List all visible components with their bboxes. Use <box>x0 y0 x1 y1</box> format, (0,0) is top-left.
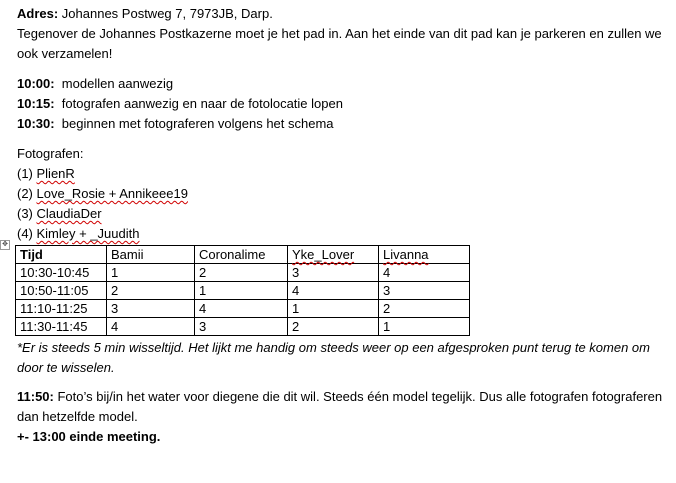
photographer-item <box>17 224 667 244</box>
table-cell: 1 <box>379 318 470 336</box>
closing-item <box>17 427 667 447</box>
table-header-cell: Livanna <box>379 246 470 264</box>
closing-text: Foto’s bij/in het water voor diegene die dit wil. Steeds één model tegelijk. Dus alle fotografen fotograferen dan hetzelfde model. <box>17 389 663 424</box>
closing-item <box>17 387 667 427</box>
photographer-item <box>17 164 667 184</box>
table-cell: 3 <box>379 282 470 300</box>
address-value: Johannes Postweg 7, 7973JB, Darp. <box>58 6 273 21</box>
switch-time-note: *Er is steeds 5 min wisseltijd. Het lijkt me handig om steeds weer op een afgesproken punt terug te komen om door te wisselen. <box>17 340 650 375</box>
table-header-cell: Tijd <box>16 246 107 264</box>
timeline-time: 10:15: <box>17 96 55 111</box>
table-cell: 1 <box>107 264 195 282</box>
table-cell: 3 <box>195 318 288 336</box>
table-cell: 10:50-11:05 <box>16 282 107 300</box>
timeline-item <box>17 74 667 94</box>
timeline-item <box>17 94 667 114</box>
table-header-row <box>16 246 470 264</box>
table-cell: 11:10-11:25 <box>16 300 107 318</box>
table-cell: 10:30-10:45 <box>16 264 107 282</box>
photographers-heading: Fotografen: <box>17 146 84 161</box>
photographer-item <box>17 204 667 224</box>
table-header-cell: Coronalime <box>195 246 288 264</box>
photographer-names: Kimley + _Juudith <box>36 226 140 241</box>
table-row <box>16 282 470 300</box>
address-line <box>17 4 667 24</box>
table-cell: 11:30-11:45 <box>16 318 107 336</box>
table-header-cell: Bamii <box>107 246 195 264</box>
closing-time: +- 13:00 einde meeting. <box>17 429 161 444</box>
table-cell: 2 <box>195 264 288 282</box>
photographer-names: ClaudiaDer <box>36 206 102 221</box>
document-body <box>17 4 667 447</box>
table-header-cell: Yke_Lover <box>288 246 379 264</box>
table-cell: 2 <box>107 282 195 300</box>
table-row <box>16 300 470 318</box>
photographer-item <box>17 184 667 204</box>
table-cell: 2 <box>379 300 470 318</box>
photographer-number: (4) <box>17 226 37 241</box>
table-cell: 4 <box>288 282 379 300</box>
timeline-time: 10:00: <box>17 76 55 91</box>
schedule-table <box>15 245 470 336</box>
table-cell: 1 <box>288 300 379 318</box>
table-cell: 1 <box>195 282 288 300</box>
table-row <box>16 318 470 336</box>
table-cell: 3 <box>107 300 195 318</box>
photographer-names: PlienR <box>36 166 75 181</box>
table-cell: 4 <box>195 300 288 318</box>
address-label: Adres: <box>17 6 59 21</box>
photographer-names: Love_Rosie + Annikeee19 <box>36 186 188 201</box>
table-cell: 2 <box>288 318 379 336</box>
timeline-text: modellen aanwezig <box>54 76 174 91</box>
intro-paragraph: Tegenover de Johannes Postkazerne moet je het pad in. Aan het einde van dit pad kan je parkeren en zullen we ook verzamelen! <box>17 26 662 61</box>
timeline-time: 10:30: <box>17 116 55 131</box>
table-row <box>16 264 470 282</box>
timeline-item <box>17 114 667 134</box>
timeline-text: fotografen aanwezig en naar de fotolocatie lopen <box>54 96 343 111</box>
photographer-number: (2) <box>17 186 37 201</box>
closing-time: 11:50: <box>17 389 54 404</box>
photographer-number: (3) <box>17 206 37 221</box>
table-cell: 4 <box>107 318 195 336</box>
table-move-handle-icon[interactable]: ✥ <box>0 240 10 250</box>
table-cell: 4 <box>379 264 470 282</box>
table-cell: 3 <box>288 264 379 282</box>
photographer-number: (1) <box>17 166 37 181</box>
timeline-text: beginnen met fotograferen volgens het schema <box>54 116 334 131</box>
